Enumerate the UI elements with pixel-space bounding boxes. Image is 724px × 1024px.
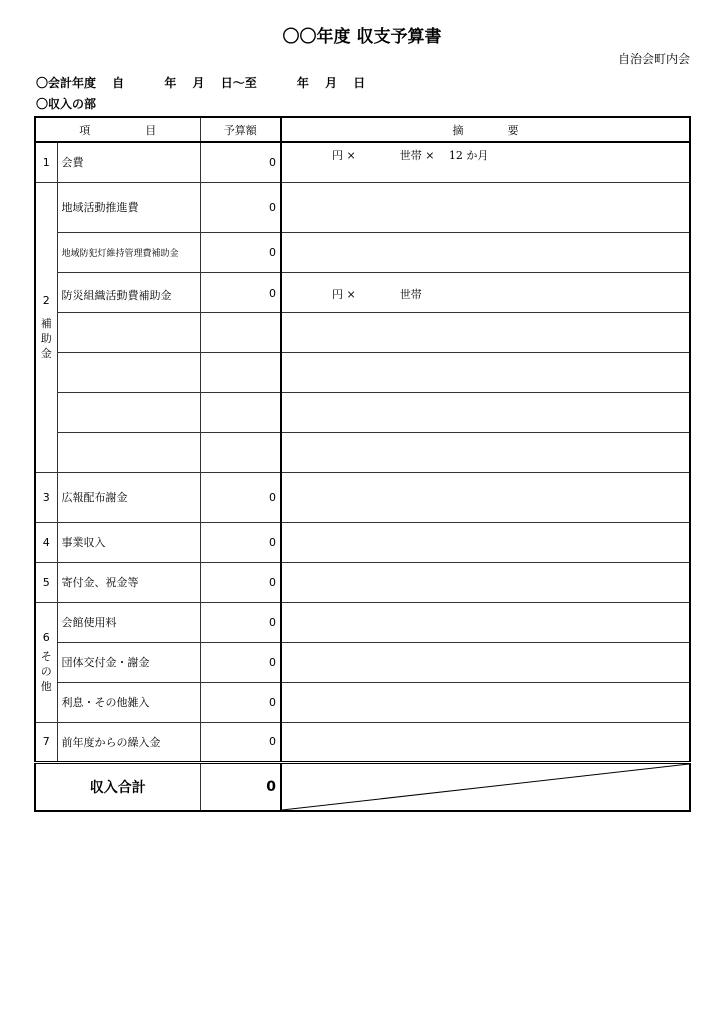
row-memo[interactable]	[281, 682, 690, 722]
page-title: 〇〇年度 収支予算書	[282, 27, 442, 47]
table-row	[35, 312, 690, 352]
row-memo[interactable]	[281, 642, 690, 682]
group-label: 補 助 金	[40, 317, 52, 360]
header-item: 項 目	[35, 117, 200, 142]
fiscal-period: 〇会計年度 自 年 月 日～至 年 月 日	[36, 76, 366, 90]
row-label: 地域防犯灯維持管理費補助金	[57, 232, 200, 272]
group-label: そ の 他	[40, 650, 52, 693]
header-memo: 摘 要	[281, 117, 690, 142]
row-amount[interactable]: 0	[200, 232, 281, 272]
table-row	[35, 642, 690, 682]
group-cell	[35, 602, 57, 722]
row-amount[interactable]: 0	[200, 472, 281, 522]
row-amount[interactable]: 0	[200, 682, 281, 722]
table-row	[35, 182, 690, 232]
row-memo[interactable]	[281, 722, 690, 762]
row-label[interactable]	[57, 312, 200, 352]
row-amount[interactable]	[200, 432, 281, 472]
table-row	[35, 142, 690, 182]
row-memo[interactable]	[281, 432, 690, 472]
table-header	[35, 117, 690, 142]
table-row	[35, 602, 690, 642]
table-row	[35, 352, 690, 392]
table-row	[35, 232, 690, 272]
row-amount[interactable]: 0	[200, 602, 281, 642]
section-heading: 〇収入の部	[36, 97, 97, 111]
header-amount: 予算額	[200, 117, 281, 142]
row-number: 5	[35, 562, 57, 602]
row-amount[interactable]: 0	[200, 272, 281, 312]
row-amount[interactable]: 0	[200, 642, 281, 682]
row-memo[interactable]	[281, 602, 690, 642]
diagonal-cell	[281, 762, 690, 811]
row-memo[interactable]	[281, 182, 690, 232]
row-label: 地域活動推進費	[57, 182, 200, 232]
row-amount[interactable]: 0	[200, 562, 281, 602]
row-amount[interactable]: 0	[200, 522, 281, 562]
row-memo[interactable]	[281, 392, 690, 432]
row-number: 4	[35, 522, 57, 562]
row-label: 事業収入	[57, 522, 200, 562]
row-memo[interactable]: 円 × 世帯	[281, 272, 690, 312]
row-amount[interactable]: 0	[200, 722, 281, 762]
table-row	[35, 432, 690, 472]
table-row	[35, 682, 690, 722]
income-table	[34, 116, 691, 812]
row-label: 利息・その他雑入	[57, 682, 200, 722]
table-row	[35, 522, 690, 562]
row-amount[interactable]	[200, 392, 281, 432]
row-label: 寄付金、祝金等	[57, 562, 200, 602]
row-amount[interactable]	[200, 352, 281, 392]
row-label[interactable]	[57, 352, 200, 392]
table-row	[35, 392, 690, 432]
total-label: 収入合計	[35, 762, 200, 811]
row-label: 団体交付金・謝金	[57, 642, 200, 682]
group-cell	[35, 182, 57, 472]
table-row	[35, 562, 690, 602]
row-amount[interactable]: 0	[200, 182, 281, 232]
row-number: 3	[35, 472, 57, 522]
table-row	[35, 722, 690, 762]
organization-name: 自治会町内会	[617, 52, 690, 66]
row-memo[interactable]	[281, 562, 690, 602]
row-label: 前年度からの繰入金	[57, 722, 200, 762]
row-label: 会費	[57, 142, 200, 182]
row-memo[interactable]	[281, 522, 690, 562]
row-memo[interactable]	[281, 352, 690, 392]
row-label[interactable]	[57, 392, 200, 432]
total-amount: 0	[200, 762, 281, 811]
row-memo[interactable]	[281, 232, 690, 272]
table-row	[35, 472, 690, 522]
group-number: 2	[42, 294, 50, 307]
row-amount[interactable]: 0	[200, 142, 281, 182]
group-number: 6	[42, 631, 50, 644]
row-label: 防災組織活動費補助金	[57, 272, 200, 312]
row-memo[interactable]: 円 × 世帯 × 12 か月	[281, 142, 690, 182]
row-memo[interactable]	[281, 472, 690, 522]
row-amount[interactable]	[200, 312, 281, 352]
row-label: 広報配布謝金	[57, 472, 200, 522]
row-number: 7	[35, 722, 57, 762]
table-row	[35, 272, 690, 312]
diagonal-line	[282, 764, 689, 810]
row-label: 会館使用料	[57, 602, 200, 642]
row-number: 1	[35, 142, 57, 182]
row-memo[interactable]	[281, 312, 690, 352]
row-label[interactable]	[57, 432, 200, 472]
total-row	[35, 762, 690, 811]
